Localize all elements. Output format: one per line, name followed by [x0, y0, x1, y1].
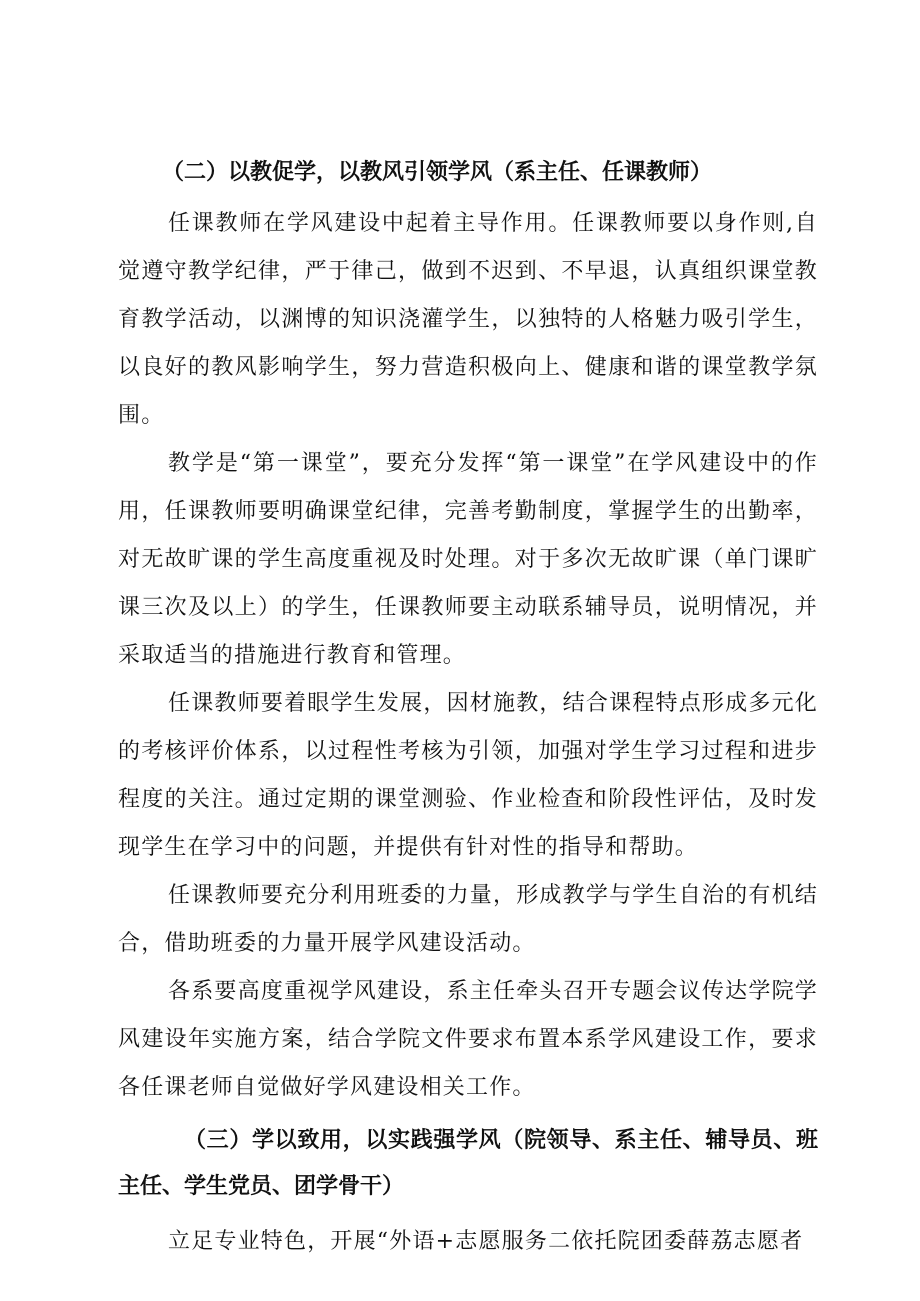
- section-3-heading: （三）学以致用，以实践强学风（院领导、系主任、辅导员、班主任、学生党员、团学骨干）: [118, 1128, 818, 1199]
- section-2-paragraph-1: 任课教师在学风建设中起着主导作用。任课教师要以身作则,自觉遵守教学纪律，严于律己，做到不迟到、不早退，认真组织课堂教育教学活动，以渊博的知识浇灌学生，以独特的人格魅力吸引学生，以良好的教风影响学生，努力营造积极向上、健康和谐的课堂教学氛围。: [118, 211, 818, 428]
- section-2-paragraph-4: 任课教师要充分利用班委的力量，形成教学与学生自治的有机结合，借助班委的力量开展学风建设活动。: [118, 883, 818, 956]
- document-page: [118, 150, 818, 1266]
- section-2-paragraph-3: 任课教师要着眼学生发展，因材施教，结合课程特点形成多元化的考核评价体系，以过程性考核为引领，加强对学生学习过程和进步程度的关注。通过定期的课堂测验、作业检查和阶段性评估，及时发现学生在学习中的问题，并提供有针对性的指导和帮助。: [118, 691, 818, 860]
- section-2-heading: （二）以教促学，以教风引领学风（系主任、任课教师）: [162, 160, 713, 185]
- section-3-paragraph-1: 立足专业特色，开展“外语+志愿服务二依托院团委薛荔志愿者: [168, 1229, 804, 1254]
- section-2-paragraph-5: 各系要高度重视学风建设，系主任牵头召开专题会议传达学院学风建设年实施方案，结合学院文件要求布置本系学风建设工作，要求各任课老师自觉做好学风建设相关工作。: [118, 979, 818, 1100]
- section-2-paragraph-2: 教学是“第一课堂”，要充分发挥“第一课堂”在学风建设中的作用，任课教师要明确课堂纪律，完善考勤制度，掌握学生的出勤率，对无故旷课的学生高度重视及时处理。对于多次无故旷课（单门课旷课三次及以上）的学生，任课教师要主动联系辅导员，说明情况，并采取适当的措施进行教育和管理。: [118, 451, 818, 668]
